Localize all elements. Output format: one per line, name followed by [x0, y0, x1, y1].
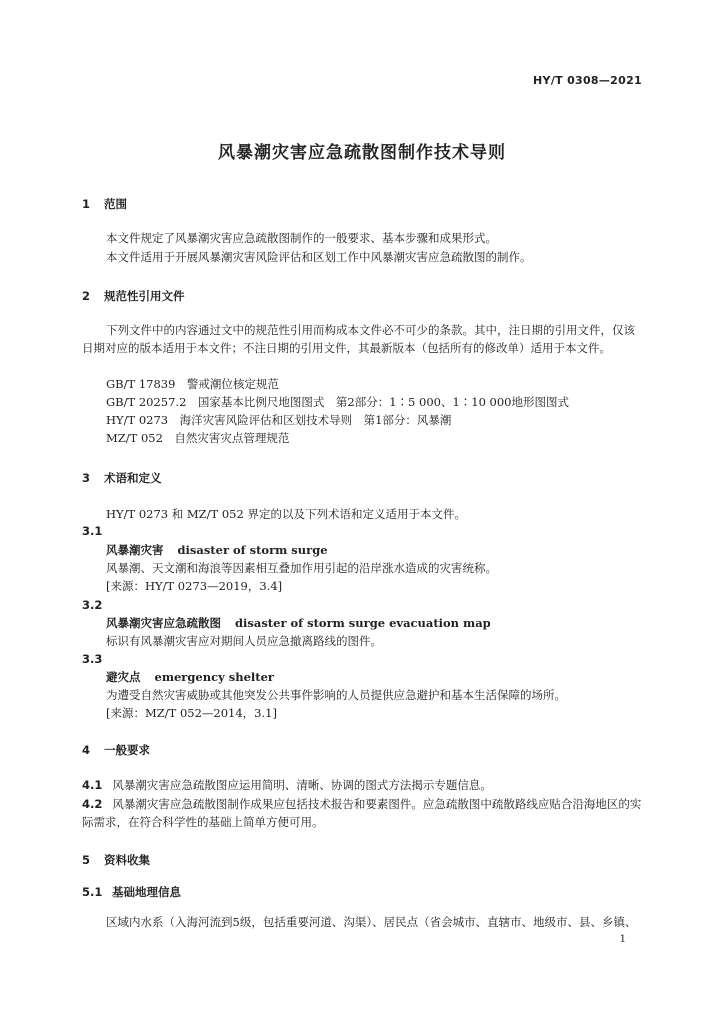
reference-item: GB/T 17839 警戒潮位核定规范: [106, 377, 279, 391]
clause-text: 风暴潮灾害应急疏散图制作成果应包括技术报告和要素图件。应急疏散图中疏散路线应贴合沿海地区的实际需求，在符合科学性的基础上简单方便可用。: [82, 797, 642, 829]
term-definition: 风暴潮、天文潮和海浪等因素相互叠加作用引起的沿岸涨水造成的灾害统称。: [106, 561, 497, 575]
term-number: 3.1: [82, 524, 103, 538]
reference-item: GB/T 20257.2 国家基本比例尺地图图式 第2部分：1∶5 000、1∶10 000地形图图式: [106, 395, 570, 409]
document-code: HY/T 0308—2021: [533, 74, 642, 87]
term-chinese: 风暴潮灾害: [106, 543, 164, 557]
section-1-heading: [82, 196, 127, 212]
term-definition: 为遭受自然灾害威胁或其他突发公共事件影响的人员提供应急避护和基本生活保障的场所。: [106, 688, 566, 702]
section-number: 2: [82, 289, 91, 303]
section-title: 术语和定义: [104, 471, 162, 485]
section-2-heading: [82, 288, 185, 304]
subsection-title: 基础地理信息: [112, 885, 181, 899]
section-number: 1: [82, 197, 91, 211]
term-english: disaster of storm surge: [177, 543, 328, 557]
term-heading: [106, 615, 491, 631]
term-chinese: 风暴潮灾害应急疏散图: [106, 616, 221, 630]
reference-item: HY/T 0273 海洋灾害风险评估和区划技术导则 第1部分：风暴潮: [106, 413, 452, 427]
term-source: [来源：HY/T 0273—2019，3.4]: [106, 579, 283, 593]
normative-references-intro: 下列文件中的内容通过文中的规范性引用而构成本文件必不可少的条款。其中，注日期的引用文件，仅该日期对应的版本适用于本文件；不注日期的引用文件，其最新版本（包括所有的修改单）适用于本文件。: [82, 323, 635, 355]
term-heading: [106, 542, 328, 558]
basic-geo-info-paragraph: 区域内水系（入海河流到5级，包括重要河道、沟渠）、居民点（省会城市、直辖市、地级市、县、乡镇、: [106, 915, 637, 929]
page-number: 1: [619, 934, 626, 945]
term-definition: 标识有风暴潮灾害应对期间人员应急撤离路线的图件。: [106, 634, 382, 648]
clause-text: 风暴潮灾害应急疏散图应运用简明、清晰、协调的图式方法揭示专题信息。: [112, 778, 492, 792]
scope-paragraph-1: 本文件规定了风暴潮灾害应急疏散图制作的一般要求、基本步骤和成果形式。: [106, 231, 497, 245]
section-number: 4: [82, 743, 91, 757]
subsection-5-1-heading: [82, 884, 181, 900]
clause-number: 4.2: [82, 797, 103, 811]
term-number: 3.2: [82, 598, 103, 612]
subsection-number: 5.1: [82, 885, 103, 899]
term-source: [来源：MZ/T 052—2014，3.1]: [106, 706, 277, 720]
section-3-heading: [82, 470, 162, 486]
section-5-heading: [82, 852, 150, 868]
section-title: 规范性引用文件: [104, 289, 185, 303]
reference-item: MZ/T 052 自然灾害灾点管理规范: [106, 431, 290, 445]
clause-number: 4.1: [82, 778, 103, 792]
section-number: 5: [82, 853, 91, 867]
term-heading: [106, 669, 274, 685]
section-4-heading: [82, 742, 150, 758]
scope-paragraph-2: 本文件适用于开展风暴潮灾害风险评估和区划工作中风暴潮灾害应急疏散图的制作。: [106, 250, 532, 264]
clause-4-1: [82, 776, 644, 794]
term-english: emergency shelter: [154, 670, 274, 684]
section-number: 3: [82, 471, 91, 485]
document-title: 风暴潮灾害应急疏散图制作技术导则: [218, 143, 506, 163]
term-english: disaster of storm surge evacuation map: [235, 616, 491, 630]
terms-intro: HY/T 0273 和 MZ/T 052 界定的以及下列术语和定义适用于本文件。: [106, 507, 466, 521]
term-number: 3.3: [82, 652, 103, 666]
section-title: 一般要求: [104, 743, 150, 757]
section-title: 资料收集: [104, 853, 150, 867]
clause-4-2: [82, 795, 644, 831]
term-chinese: 避灾点: [106, 670, 141, 684]
section-title: 范围: [104, 197, 127, 211]
